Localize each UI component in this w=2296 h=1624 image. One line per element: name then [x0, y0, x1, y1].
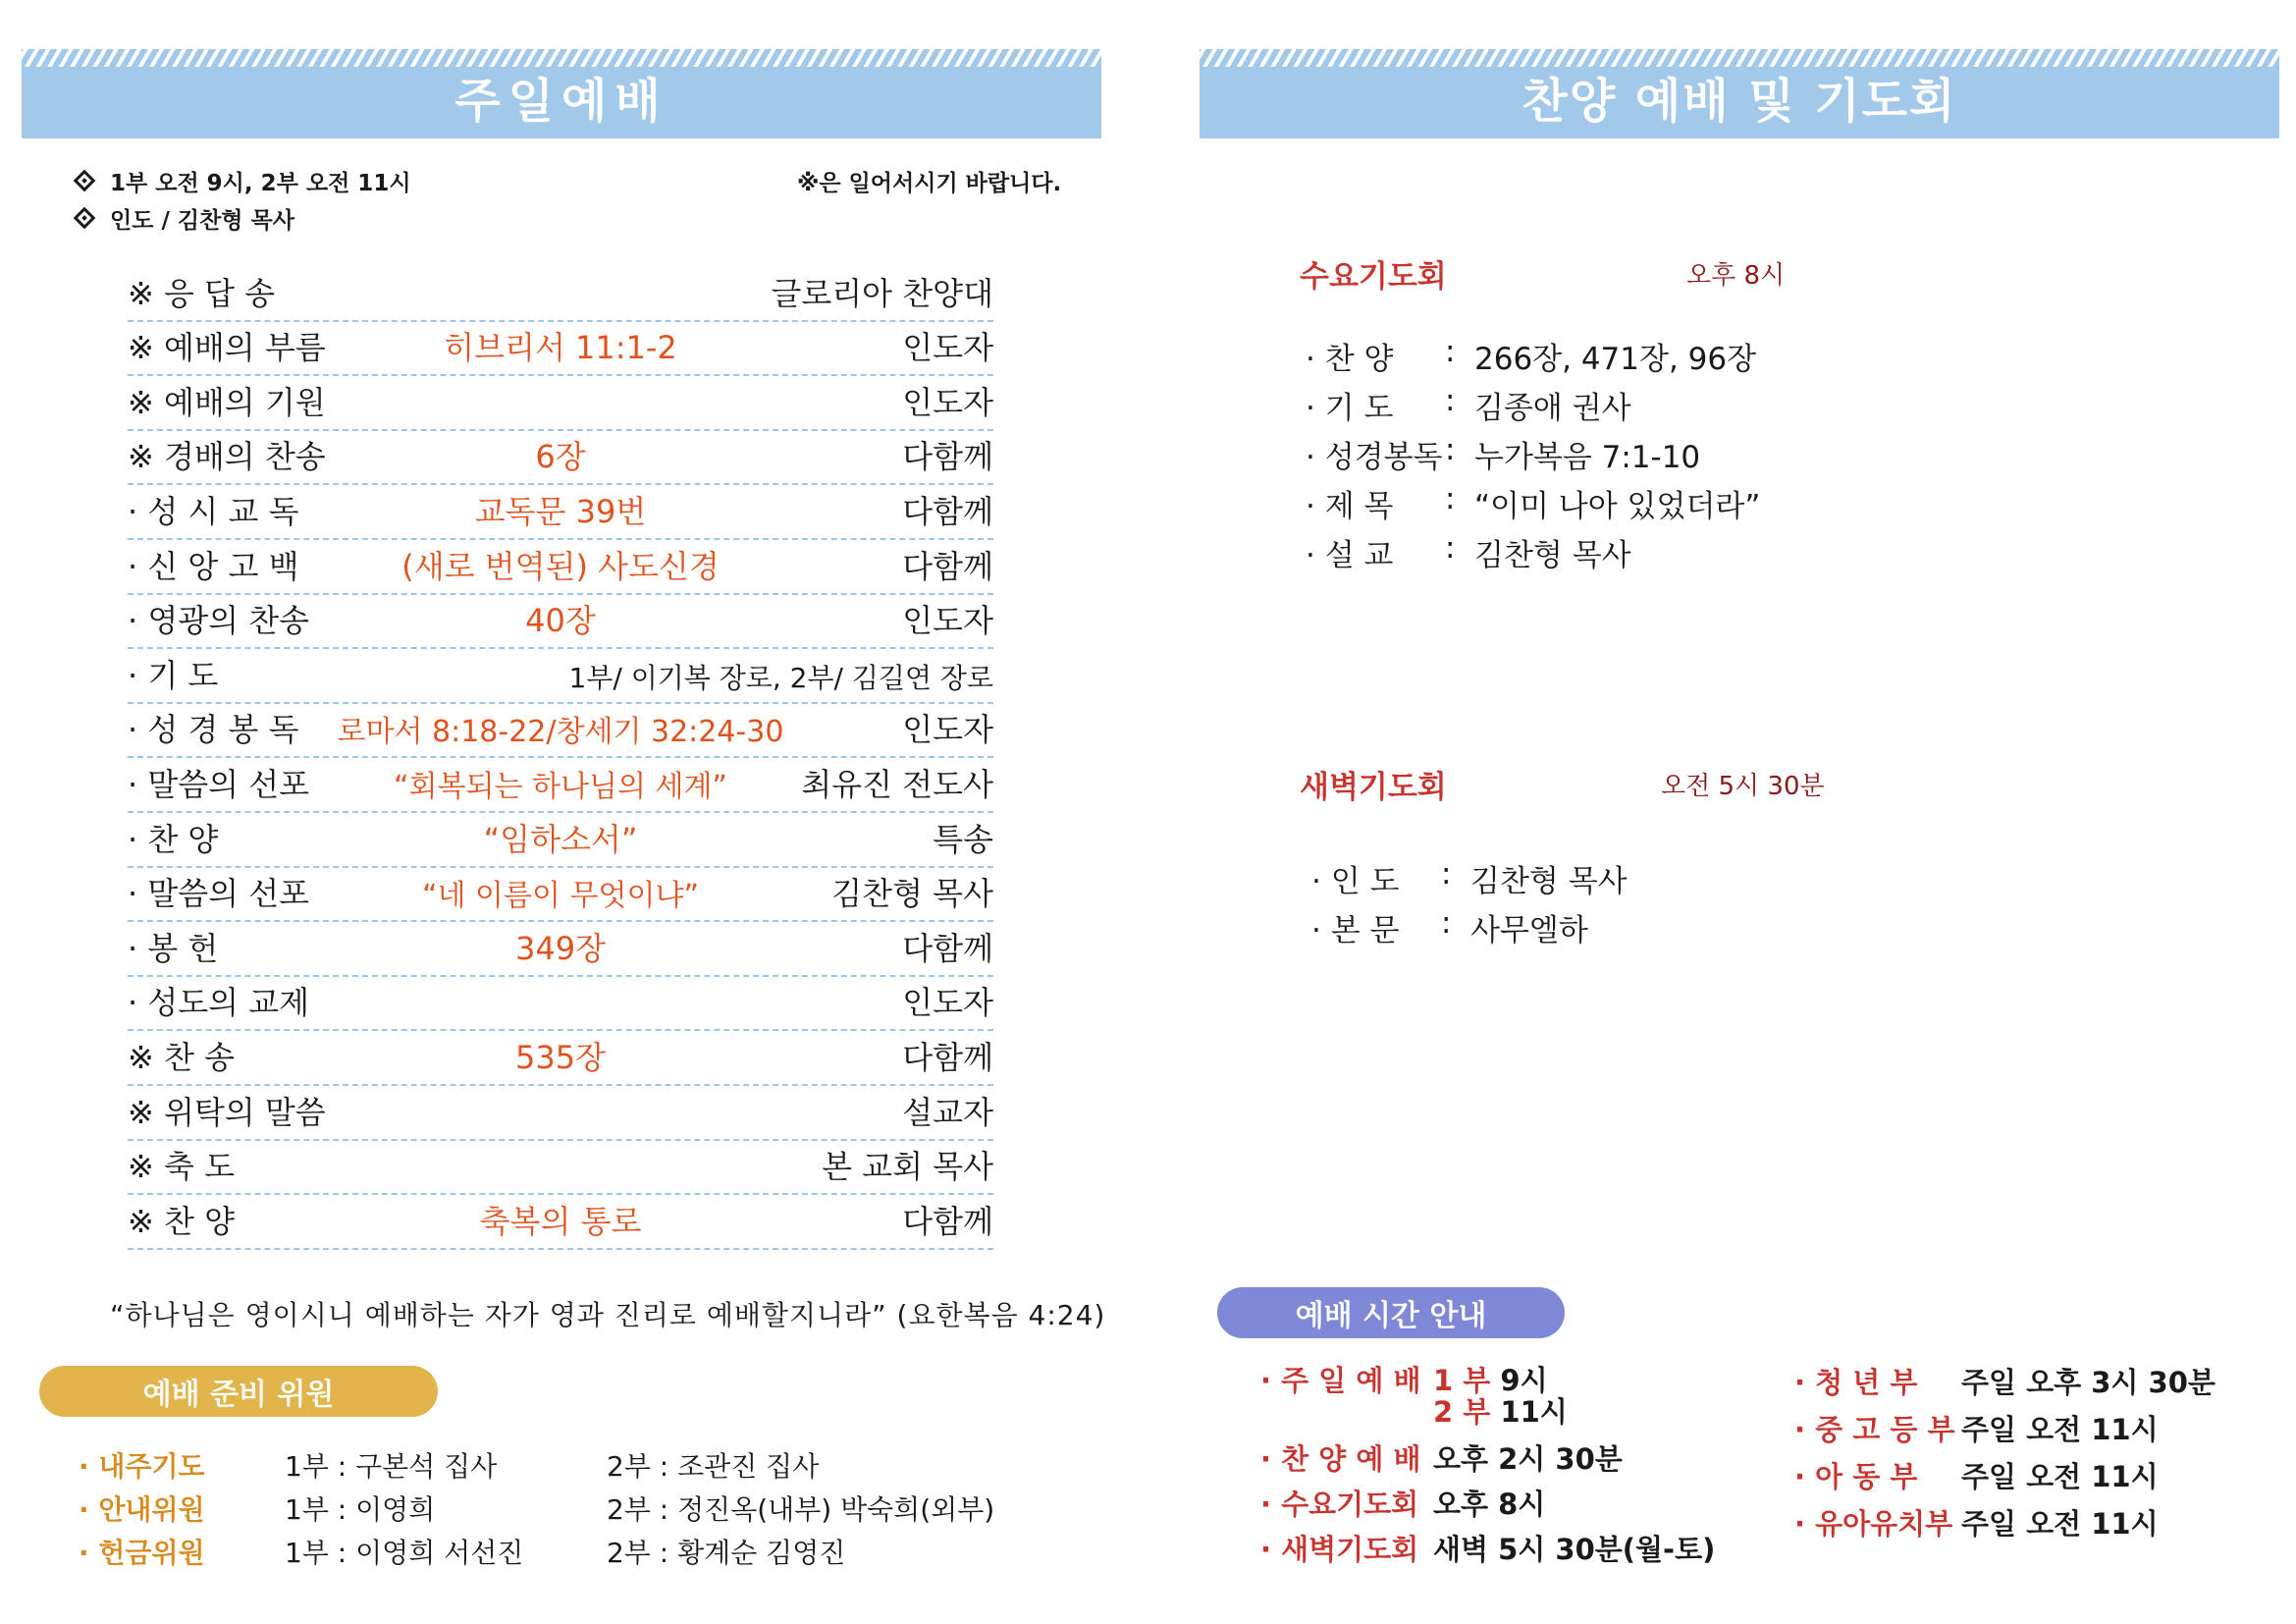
standing-note: ※은 일어서시기 바랍니다. [797, 171, 1062, 196]
order-row: · 기 도 1부/ 이기복 장로, 2부/ 김길연 장로 [128, 649, 993, 704]
leader-info: 인도 / 김찬형 목사 [77, 202, 294, 235]
diamond-bullet-icon [74, 207, 96, 230]
order-row: ※ 축 도 본 교회 목사 [128, 1141, 993, 1196]
order-row: · 찬 양 “임하소서” 특송 [128, 813, 993, 868]
prep-committee-header: 예배 준비 위원 [39, 1366, 438, 1417]
order-row: · 성도의 교제 인도자 [128, 977, 993, 1032]
order-row: ※ 위탁의 말씀 설교자 [128, 1086, 993, 1141]
order-row: ※ 예배의 부름 히브리서 11:1-2 인도자 [128, 322, 993, 377]
order-row: · 말씀의 선포 “회복되는 하나님의 세계” 최유진 전도사 [128, 758, 993, 813]
banner-stripes [1200, 49, 2279, 67]
praise-and-prayer-banner [1200, 49, 2279, 138]
order-row: ※ 경배의 찬송 6장 다함께 [128, 431, 993, 486]
order-row: ※ 응 답 송 글로리아 찬양대 [128, 267, 993, 322]
scripture-quote: “하나님은 영이시니 예배하는 자가 영과 진리로 예배할지니라” (요한복음 4:24) [110, 1299, 1106, 1331]
dawn-prayer-time: 오전 5시 30분 [1661, 772, 1825, 801]
order-row: · 말씀의 선포 “네 이름이 무엇이냐” 김찬형 목사 [128, 868, 993, 923]
order-row: · 영광의 찬송 40장 인도자 [128, 595, 993, 650]
order-row: ※ 찬 송 535장 다함께 [128, 1031, 993, 1086]
wednesday-prayer-title: 수요기도회 [1300, 259, 1447, 295]
order-row: · 성 시 교 독 교독문 39번 다함께 [128, 485, 993, 540]
dawn-prayer-title: 새벽기도회 [1300, 770, 1447, 805]
order-row: ※ 예배의 기원 인도자 [128, 376, 993, 431]
order-row: · 성 경 봉 독 로마서 8:18-22/창세기 32:24-30 인도자 [128, 704, 993, 759]
banner-title: 찬양 예배 및 기도회 [1522, 74, 1957, 129]
sunday-worship-banner [22, 49, 1101, 138]
service-times-info: 1부 오전 9시, 2부 오전 11시 [77, 165, 411, 197]
order-row: ※ 찬 양 축복의 통로 다함께 [128, 1195, 993, 1250]
schedule-header: 예배 시간 안내 [1217, 1287, 1565, 1338]
order-of-worship [128, 267, 993, 1250]
order-row: · 봉 헌 349장 다함께 [128, 922, 993, 977]
order-row: · 신 앙 고 백 (새로 번역된) 사도신경 다함께 [128, 540, 993, 595]
diamond-bullet-icon [74, 170, 96, 192]
wednesday-prayer-time: 오후 8시 [1686, 261, 1786, 291]
banner-stripes [22, 49, 1101, 67]
banner-title: 주일예배 [454, 74, 668, 129]
